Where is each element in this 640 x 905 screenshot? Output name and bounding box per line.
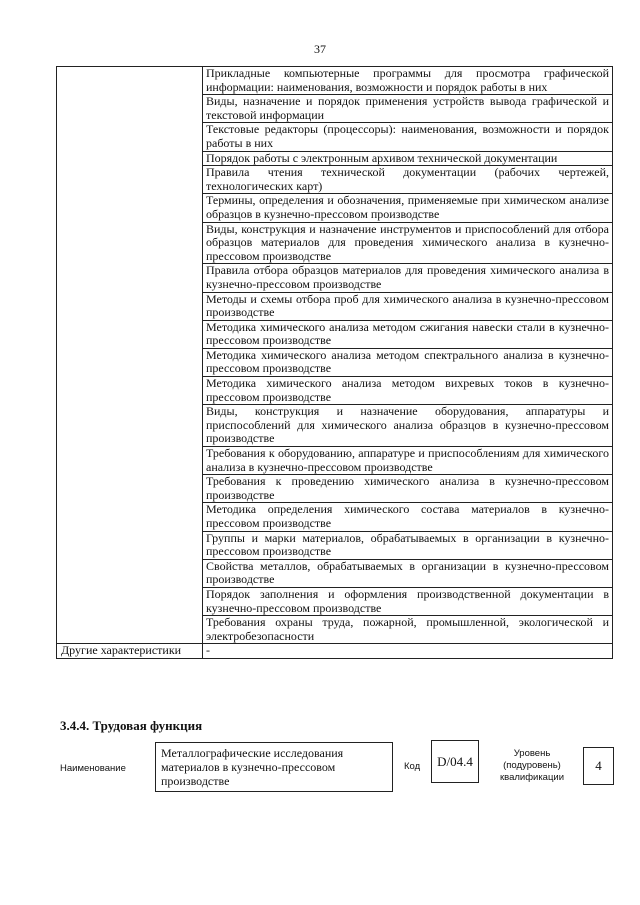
code-field: D/04.4 [431,740,479,783]
knowledge-item: Требования охраны труда, пожарной, промышленной, экологической и электробезопасности [203,616,613,644]
knowledge-table [56,66,613,659]
page-number: 37 [314,42,326,56]
function-name-field: Металлографические исследования материалов в кузнечно-прессовом производстве [155,742,393,792]
name-label: Наименование [60,763,126,774]
knowledge-item: Требования к оборудованию, аппаратуре и приспособлениям для химического анализа в кузнечно-прессовом производстве [203,447,613,475]
knowledge-item: Порядок работы с электронным архивом технической документации [203,151,613,166]
knowledge-item: Методы и схемы отбора проб для химического анализа в кузнечно-прессовом производстве [203,292,613,320]
level-field: 4 [583,747,614,785]
other-characteristics-value: - [203,644,613,659]
knowledge-item: Виды, конструкция и назначение инструментов и приспособлений для отбора образцов материалов для проведения химического анализа в кузнечно-прессовом производстве [203,222,613,264]
knowledge-item: Требования к проведению химического анализа в кузнечно-прессовом производстве [203,475,613,503]
knowledge-item: Виды, назначение и порядок применения устройств вывода графической и текстовой информации [203,95,613,123]
knowledge-item: Методика химического анализа методом спектрального анализа в кузнечно-прессовом производстве [203,348,613,376]
knowledge-item: Методика определения химического состава материалов в кузнечно-прессовом производстве [203,503,613,531]
knowledge-item: Порядок заполнения и оформления производственной документации в кузнечно-прессовом производстве [203,587,613,615]
knowledge-item: Свойства металлов, обрабатываемых в организации в кузнечно-прессовом производстве [203,559,613,587]
section-title: 3.4.4. Трудовая функция [60,718,203,733]
knowledge-item: Прикладные компьютерные программы для просмотра графической информации: наименования, возможности и порядок работы в них [203,67,613,95]
table-row [57,67,613,95]
knowledge-item: Группы и марки материалов, обрабатываемых в организации в кузнечно-прессовом производстве [203,531,613,559]
knowledge-item: Виды, конструкция и назначение оборудования, аппаратуры и приспособлений для химического анализа образцов в кузнечно-прессовом производстве [203,405,613,447]
table-row [57,644,613,659]
knowledge-item: Правила отбора образцов материалов для проведения химического анализа в кузнечно-прессовом производстве [203,264,613,292]
level-label: Уровень (подуровень) квалификации [499,748,565,783]
knowledge-item: Правила чтения технической документации (рабочих чертежей, технологических карт) [203,166,613,194]
code-label: Код [404,761,421,772]
knowledge-item: Методика химического анализа методом вихревых токов в кузнечно-прессовом производстве [203,377,613,405]
knowledge-item: Методика химического анализа методом сжигания навески стали в кузнечно-прессовом производстве [203,320,613,348]
knowledge-item: Текстовые редакторы (процессоры): наименования, возможности и порядок работы в них [203,123,613,151]
left-label-cell [57,67,203,644]
other-characteristics-label: Другие характеристики [57,644,203,659]
knowledge-item: Термины, определения и обозначения, применяемые при химическом анализе образцов в кузнечно-прессовом производстве [203,194,613,222]
